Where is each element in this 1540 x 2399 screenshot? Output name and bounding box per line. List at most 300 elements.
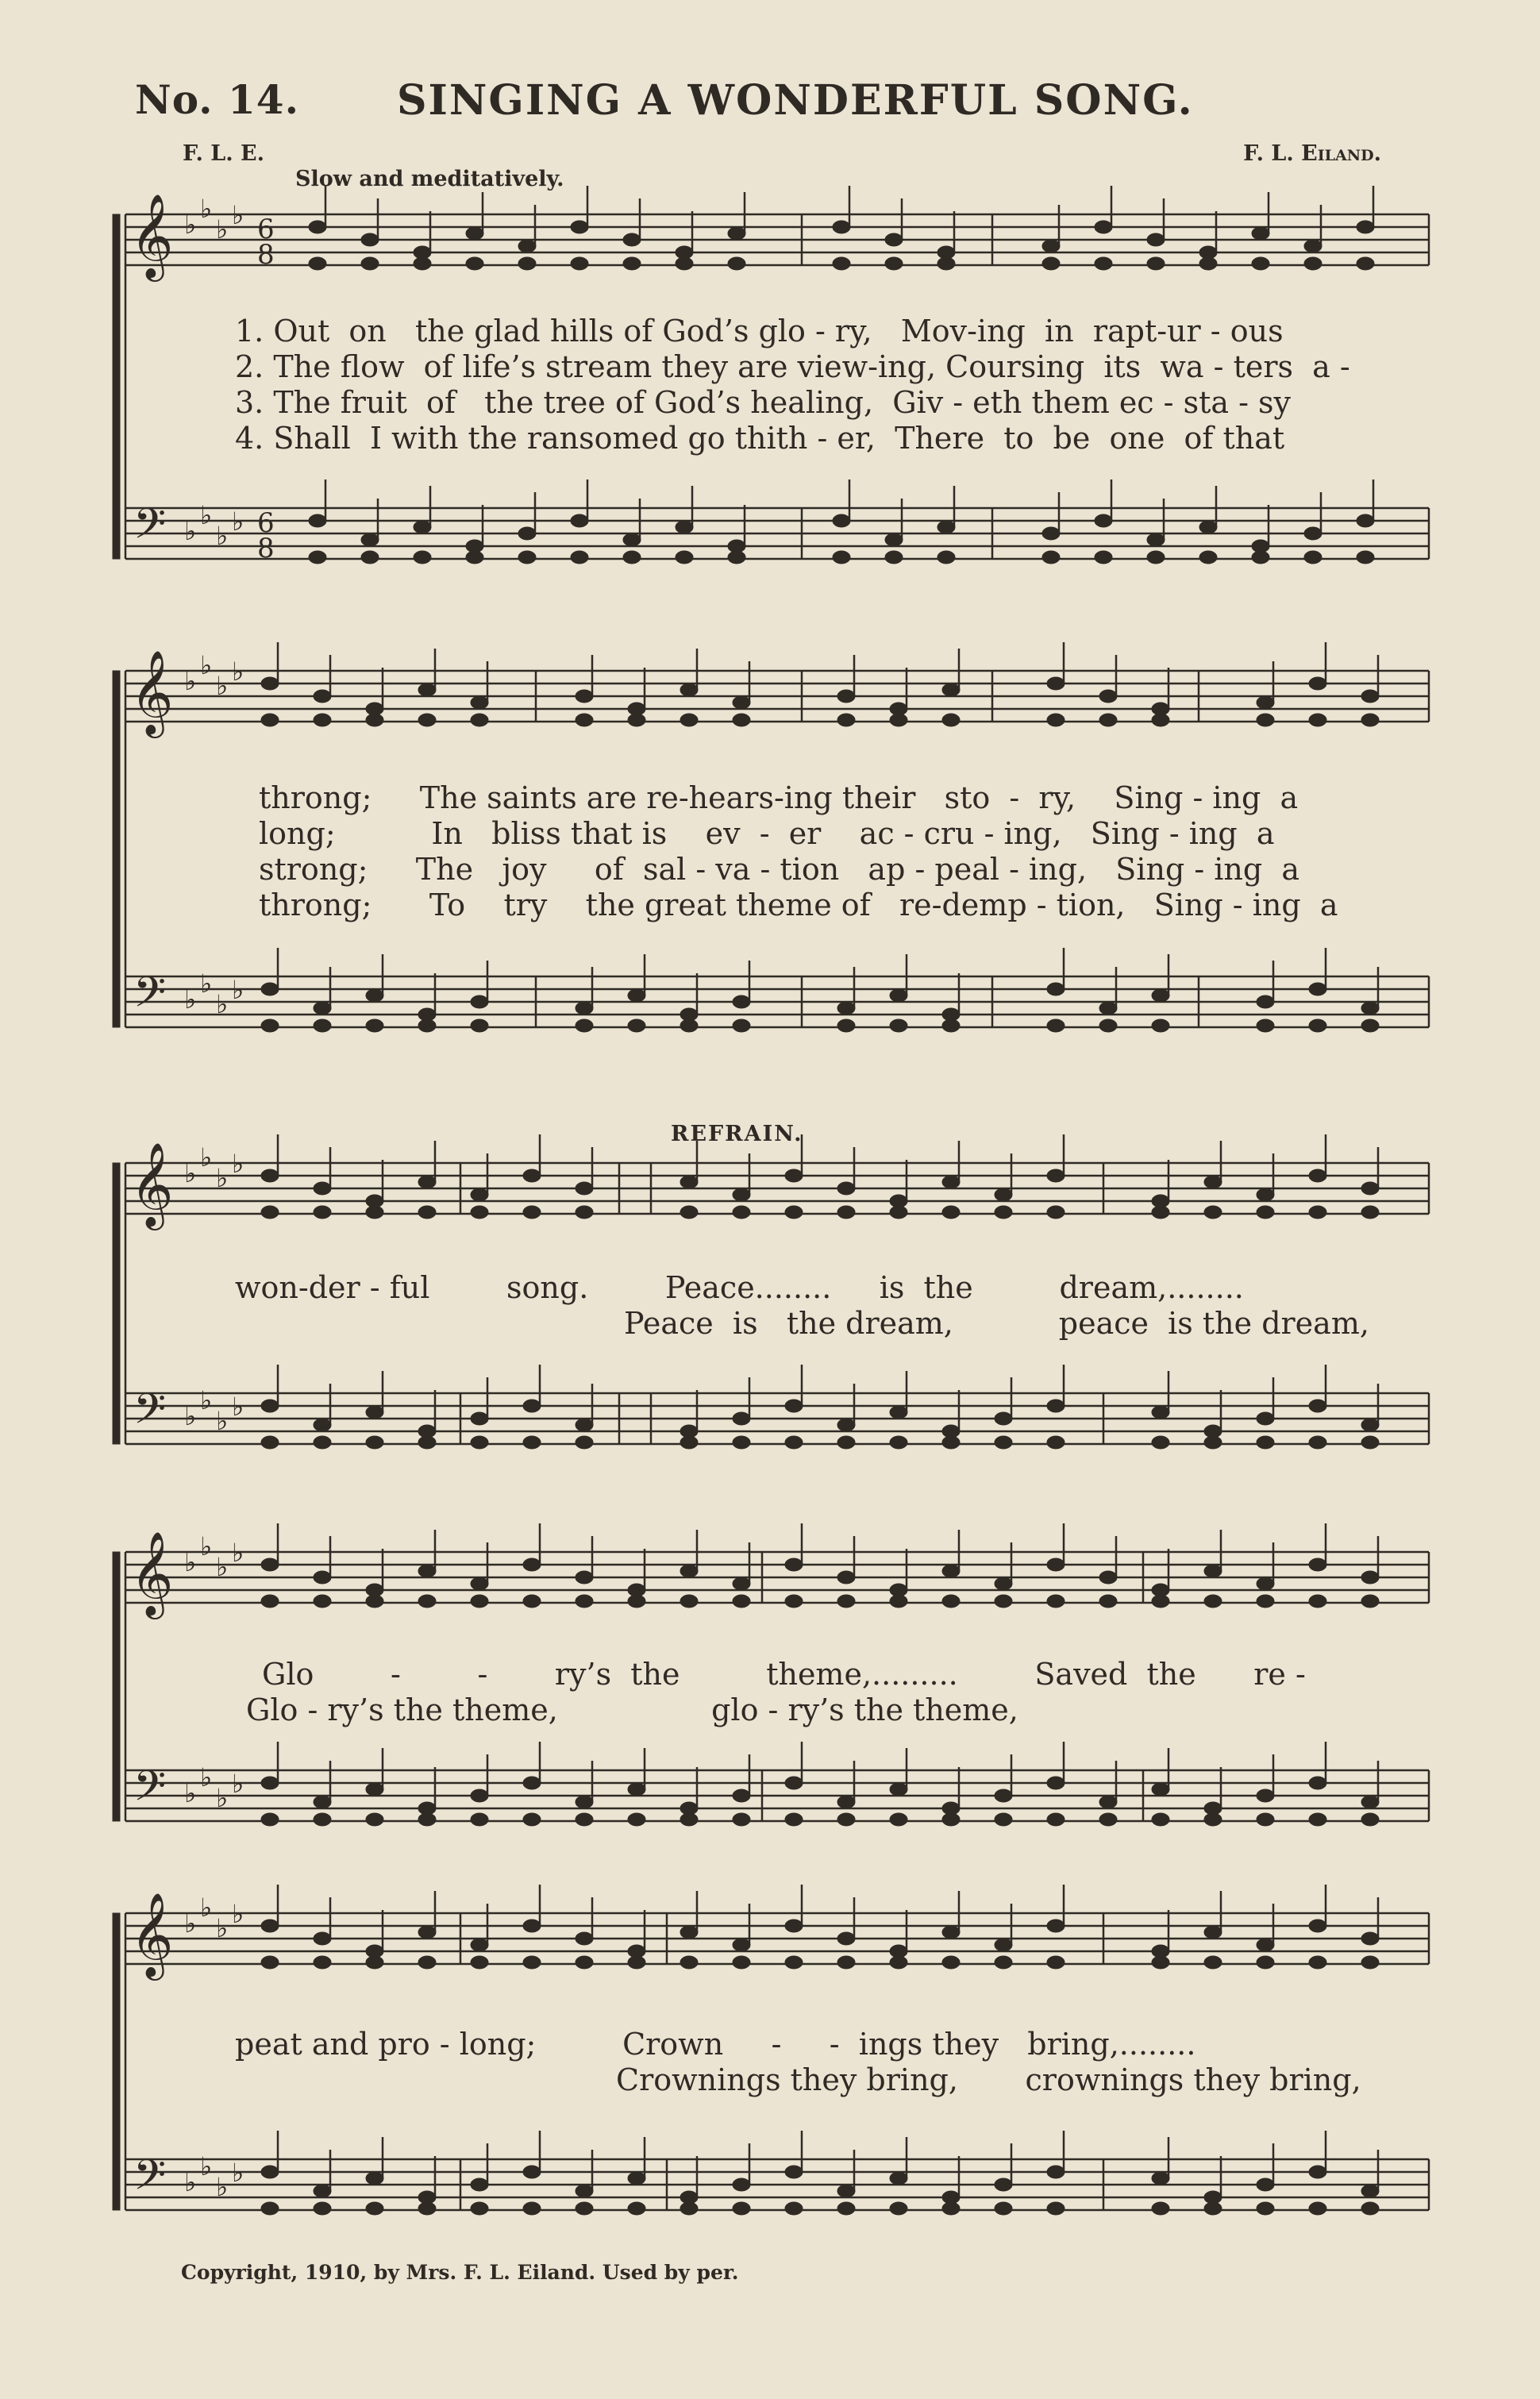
flat-sign-icon: ♭	[200, 500, 213, 530]
note-head	[885, 233, 903, 246]
note-head	[785, 1206, 803, 1219]
note-head	[628, 1019, 645, 1032]
note-head	[1361, 1956, 1379, 1969]
flat-sign-icon: ♭	[232, 1538, 244, 1568]
flat-sign-icon: ♭	[216, 1913, 229, 1943]
note-head	[1099, 1796, 1117, 1808]
note-head	[1204, 1595, 1222, 1608]
note-head	[1257, 2202, 1274, 2215]
note-head	[1152, 1595, 1169, 1608]
note-head	[1204, 2202, 1222, 2215]
note-head	[885, 533, 903, 546]
note-head	[885, 551, 903, 564]
note-head	[1357, 221, 1374, 233]
note-head	[518, 551, 536, 564]
verse-2-line-1: 2. The flow of life’s stream they are view-ing, Coursing its wa - ters a -	[235, 349, 1350, 384]
note-head	[733, 1206, 750, 1219]
note-head	[1204, 1956, 1222, 1969]
note-head	[523, 1920, 541, 1932]
note-head	[576, 1571, 593, 1584]
note-head	[571, 514, 588, 527]
note-head	[523, 1777, 541, 1789]
note-head	[1257, 1789, 1274, 1802]
flat-sign-icon: ♭	[232, 1899, 244, 1929]
note-head	[785, 1956, 803, 1969]
note-head	[361, 551, 379, 564]
note-head	[261, 2166, 279, 2178]
note-head	[995, 1595, 1012, 1608]
music-credit: F. L. Eiland.	[1243, 141, 1381, 166]
note-head	[1047, 1436, 1065, 1449]
note-head	[995, 1956, 1012, 1969]
note-head	[1047, 1813, 1065, 1826]
note-head	[833, 551, 850, 564]
note-head	[1199, 551, 1217, 564]
note-head	[628, 1595, 645, 1608]
bass-clef-icon: 𝄢	[133, 1385, 167, 1444]
note-head	[1152, 1956, 1169, 1969]
note-head	[1357, 551, 1374, 564]
note-head	[471, 1577, 488, 1590]
note-head	[523, 1206, 541, 1219]
flat-sign-icon: ♭	[232, 657, 244, 687]
note-head	[576, 690, 593, 703]
note-head	[728, 257, 745, 270]
note-head	[261, 2202, 279, 2215]
note-head	[418, 2202, 436, 2215]
note-head	[995, 2202, 1012, 2215]
note-head	[995, 1813, 1012, 1826]
note-head	[995, 1789, 1012, 1802]
note-head	[418, 1926, 436, 1939]
note-head	[571, 551, 588, 564]
note-head	[261, 1813, 279, 1826]
flat-sign-icon: ♭	[232, 1392, 244, 1422]
note-head	[995, 2178, 1012, 2191]
note-head	[1361, 2202, 1379, 2215]
note-head	[1047, 1206, 1065, 1219]
note-head	[471, 1412, 488, 1425]
note-head	[1152, 1436, 1169, 1449]
note-head	[837, 1796, 855, 1808]
flat-sign-icon: ♭	[216, 1552, 229, 1582]
note-head	[366, 1436, 383, 1449]
note-head	[418, 684, 436, 696]
flat-sign-icon: ♭	[184, 984, 197, 1015]
note-head	[471, 2202, 488, 2215]
note-head	[576, 1419, 593, 1431]
note-head	[890, 1406, 907, 1419]
note-head	[471, 1436, 488, 1449]
note-head	[837, 1019, 855, 1032]
note-head	[1047, 1400, 1065, 1412]
note-head	[1047, 2166, 1065, 2178]
note-head	[628, 1783, 645, 1796]
note-head	[680, 714, 698, 726]
flat-sign-icon: ♭	[184, 1547, 197, 1577]
note-head	[680, 1813, 698, 1826]
note-head	[314, 1436, 331, 1449]
system-bracket	[113, 1163, 120, 1444]
note-head	[1047, 1956, 1065, 1969]
verse-1-line-2: throng; The saints are re-hears-ing their sto - ry, Sing - ing a	[259, 780, 1299, 815]
note-head	[942, 1595, 960, 1608]
bass-clef-icon: 𝄢	[133, 1762, 167, 1821]
note-head	[785, 1436, 803, 1449]
note-head	[942, 1176, 960, 1188]
note-head	[837, 690, 855, 703]
note-head	[314, 714, 331, 726]
note-head	[942, 684, 960, 696]
note-head	[890, 714, 907, 726]
flat-sign-icon: ♭	[232, 975, 244, 1005]
note-head	[1257, 1412, 1274, 1425]
note-head	[314, 1813, 331, 1826]
note-head	[1309, 677, 1326, 690]
flat-sign-icon: ♭	[184, 1401, 197, 1431]
note-head	[837, 1932, 855, 1945]
system-bracket	[113, 214, 120, 559]
note-head	[1147, 257, 1165, 270]
note-head	[309, 551, 326, 564]
note-head	[523, 1956, 541, 1969]
note-head	[576, 1182, 593, 1195]
note-head	[366, 1783, 383, 1796]
note-head	[733, 2178, 750, 2191]
note-head	[1047, 1920, 1065, 1932]
refrain-lyric-bottom-3: Crownings they bring, crownings they bring,	[616, 2062, 1361, 2097]
note-head	[1199, 521, 1217, 533]
note-head	[1095, 221, 1112, 233]
note-head	[676, 257, 693, 270]
note-head	[418, 1436, 436, 1449]
note-head	[471, 1939, 488, 1951]
note-head	[1152, 1783, 1169, 1796]
note-head	[1147, 551, 1165, 564]
note-head	[523, 2166, 541, 2178]
note-head	[995, 1206, 1012, 1219]
treble-clef-icon: 𝄞	[130, 193, 174, 278]
note-head	[680, 684, 698, 696]
flat-sign-icon: ♭	[184, 2167, 197, 2197]
note-head	[833, 514, 850, 527]
note-head	[785, 1400, 803, 1412]
note-head	[1152, 1206, 1169, 1219]
note-head	[890, 2202, 907, 2215]
note-head	[366, 1595, 383, 1608]
bass-clef-icon: 𝄢	[133, 968, 167, 1027]
note-head	[1047, 677, 1065, 690]
note-head	[471, 1019, 488, 1032]
flat-sign-icon: ♭	[216, 1406, 229, 1436]
note-head	[890, 2172, 907, 2185]
note-head	[1252, 257, 1269, 270]
note-head	[1304, 257, 1322, 270]
note-head	[942, 1956, 960, 1969]
hymn-title: SINGING A WONDERFUL SONG.	[397, 76, 1194, 125]
note-head	[1309, 714, 1326, 726]
note-head	[1257, 1019, 1274, 1032]
tempo-marking: Slow and meditatively.	[295, 167, 564, 191]
note-head	[1099, 1813, 1117, 1826]
note-head	[942, 1019, 960, 1032]
flat-sign-icon: ♭	[184, 1908, 197, 1939]
flat-sign-icon: ♭	[216, 521, 229, 551]
note-head	[571, 221, 588, 233]
note-head	[1361, 1595, 1379, 1608]
note-head	[1047, 1169, 1065, 1182]
note-head	[1357, 514, 1374, 527]
treble-clef-icon: 𝄞	[130, 649, 174, 734]
note-head	[623, 233, 641, 246]
note-head	[1204, 1565, 1222, 1577]
note-head	[1309, 1169, 1326, 1182]
note-head	[676, 551, 693, 564]
note-head	[361, 257, 379, 270]
note-head	[418, 1813, 436, 1826]
note-head	[1309, 1400, 1326, 1412]
note-head	[680, 1176, 698, 1188]
flat-sign-icon: ♭	[216, 989, 229, 1019]
note-head	[680, 1019, 698, 1032]
note-head	[1257, 1436, 1274, 1449]
note-head	[366, 989, 383, 1002]
note-head	[1361, 1813, 1379, 1826]
flat-sign-icon: ♭	[200, 1142, 213, 1173]
note-head	[314, 1571, 331, 1584]
note-head	[366, 714, 383, 726]
note-head	[1309, 1436, 1326, 1449]
note-head	[309, 514, 326, 527]
note-head	[471, 1206, 488, 1219]
note-head	[314, 1002, 331, 1015]
note-head	[628, 2172, 645, 2185]
note-head	[418, 1565, 436, 1577]
note-head	[418, 1956, 436, 1969]
note-head	[471, 1789, 488, 1802]
note-head	[366, 1813, 383, 1826]
note-head	[1095, 551, 1112, 564]
note-head	[314, 2185, 331, 2197]
note-head	[1152, 1019, 1169, 1032]
flat-sign-icon: ♭	[184, 666, 197, 696]
note-head	[1047, 1595, 1065, 1608]
treble-clef-icon: 𝄞	[130, 1142, 174, 1226]
note-head	[1361, 1206, 1379, 1219]
note-head	[366, 1206, 383, 1219]
note-head	[261, 677, 279, 690]
note-head	[1361, 714, 1379, 726]
note-head	[1304, 527, 1322, 540]
note-head	[576, 1796, 593, 1808]
note-head	[628, 2202, 645, 2215]
note-head	[576, 1932, 593, 1945]
note-head	[628, 1956, 645, 1969]
note-head	[314, 1419, 331, 1431]
note-head	[418, 1176, 436, 1188]
note-head	[366, 1406, 383, 1419]
note-head	[837, 1419, 855, 1431]
note-head	[785, 1777, 803, 1789]
note-head	[1099, 1595, 1117, 1608]
note-head	[937, 257, 955, 270]
note-head	[942, 1206, 960, 1219]
flat-sign-icon: ♭	[232, 1769, 244, 1799]
note-head	[471, 1595, 488, 1608]
note-head	[890, 1436, 907, 1449]
note-head	[518, 257, 536, 270]
note-head	[1357, 257, 1374, 270]
note-head	[1042, 551, 1060, 564]
note-head	[680, 1956, 698, 1969]
note-head	[1095, 257, 1112, 270]
note-head	[995, 1188, 1012, 1201]
note-head	[1309, 1595, 1326, 1608]
note-head	[366, 2202, 383, 2215]
note-head	[1257, 1939, 1274, 1951]
note-head	[942, 1813, 960, 1826]
note-head	[471, 1813, 488, 1826]
note-head	[785, 1558, 803, 1571]
refrain-lyric-top-1: won-der - ful song. Peace........ is the dream,........	[235, 1270, 1244, 1305]
note-head	[833, 221, 850, 233]
flat-sign-icon: ♭	[216, 214, 229, 245]
note-head	[785, 2202, 803, 2215]
note-head	[1204, 1926, 1222, 1939]
note-head	[733, 1956, 750, 1969]
note-head	[942, 1926, 960, 1939]
note-head	[414, 521, 431, 533]
note-head	[576, 1436, 593, 1449]
note-head	[261, 983, 279, 995]
note-head	[314, 1182, 331, 1195]
note-head	[837, 1813, 855, 1826]
note-head	[1204, 1436, 1222, 1449]
note-head	[623, 551, 641, 564]
note-head	[733, 1789, 750, 1802]
note-head	[1099, 1002, 1117, 1015]
note-head	[995, 1939, 1012, 1951]
note-head	[785, 2166, 803, 2178]
note-head	[1252, 227, 1269, 240]
note-head	[942, 714, 960, 726]
note-head	[1361, 1796, 1379, 1808]
note-head	[680, 1595, 698, 1608]
note-head	[995, 1412, 1012, 1425]
note-head	[576, 1019, 593, 1032]
note-head	[1361, 690, 1379, 703]
note-head	[1204, 1813, 1222, 1826]
note-head	[733, 995, 750, 1008]
flat-sign-icon: ♭	[200, 650, 213, 680]
note-head	[1304, 240, 1322, 252]
note-head	[890, 1956, 907, 1969]
staff-systems	[113, 186, 1429, 2215]
note-head	[937, 521, 955, 533]
note-head	[1257, 714, 1274, 726]
note-head	[1257, 1206, 1274, 1219]
note-head	[314, 690, 331, 703]
note-head	[733, 1412, 750, 1425]
note-head	[628, 1813, 645, 1826]
note-head	[1047, 1558, 1065, 1571]
note-head	[466, 227, 483, 240]
note-head	[942, 1436, 960, 1449]
note-head	[314, 1595, 331, 1608]
note-head	[942, 1565, 960, 1577]
note-head	[366, 2172, 383, 2185]
note-head	[1204, 1206, 1222, 1219]
note-head	[1152, 1813, 1169, 1826]
flat-sign-icon: ♭	[200, 1893, 213, 1923]
hymn-number: No. 14.	[135, 76, 299, 123]
refrain-lyric-bottom-2: Glo - ry’s the theme, glo - ry’s the theme,	[246, 1692, 1018, 1727]
note-head	[1099, 714, 1117, 726]
note-head	[1361, 1419, 1379, 1431]
note-head	[261, 1777, 279, 1789]
note-head	[1047, 983, 1065, 995]
note-head	[1257, 2178, 1274, 2191]
note-head	[1152, 2172, 1169, 2185]
note-head	[1257, 1188, 1274, 1201]
flat-sign-icon: ♭	[216, 1783, 229, 1813]
verse-3-line-2: strong; The joy of sal - va - tion ap - peal - ing, Sing - ing a	[259, 852, 1300, 887]
flat-sign-icon: ♭	[184, 1778, 197, 1808]
note-head	[728, 227, 745, 240]
note-head	[837, 1436, 855, 1449]
note-head	[680, 1206, 698, 1219]
note-head	[728, 551, 745, 564]
note-head	[1361, 1182, 1379, 1195]
note-head	[471, 995, 488, 1008]
note-head	[1309, 2166, 1326, 2178]
verse-4-line-2: throng; To try the great theme of re-demp - tion, Sing - ing a	[259, 888, 1338, 922]
note-head	[576, 714, 593, 726]
note-head	[680, 2202, 698, 2215]
note-head	[937, 551, 955, 564]
note-head	[680, 1565, 698, 1577]
refrain-lyric-top-3: peat and pro - long; Crown - - ings they bring,........	[235, 2027, 1196, 2062]
refrain-lyric-bottom-1: Peace is the dream, peace is the dream,	[624, 1306, 1369, 1341]
note-head	[471, 1188, 488, 1201]
note-head	[785, 1920, 803, 1932]
note-head	[471, 696, 488, 709]
note-head	[890, 989, 907, 1002]
note-head	[1361, 1571, 1379, 1584]
time-signature-bottom: 8	[257, 533, 275, 564]
note-head	[1309, 1956, 1326, 1969]
note-head	[523, 1436, 541, 1449]
flat-sign-icon: ♭	[200, 194, 213, 224]
note-head	[1257, 995, 1274, 1008]
note-head	[1257, 1956, 1274, 1969]
time-signature-top: 6	[257, 214, 275, 245]
verse-4-line-1: 4. Shall I with the ransomed go thith - er, There to be one of that	[235, 421, 1285, 456]
flat-sign-icon: ♭	[200, 968, 213, 999]
note-head	[471, 714, 488, 726]
note-head	[733, 714, 750, 726]
note-head	[366, 1019, 383, 1032]
note-head	[261, 1206, 279, 1219]
note-head	[1361, 1019, 1379, 1032]
note-head	[1152, 714, 1169, 726]
note-head	[523, 1595, 541, 1608]
copyright-notice: Copyright, 1910, by Mrs. F. L. Eiland. Used by per.	[181, 2261, 739, 2284]
note-head	[261, 714, 279, 726]
note-head	[1047, 714, 1065, 726]
note-head	[733, 1577, 750, 1590]
note-head	[576, 1813, 593, 1826]
